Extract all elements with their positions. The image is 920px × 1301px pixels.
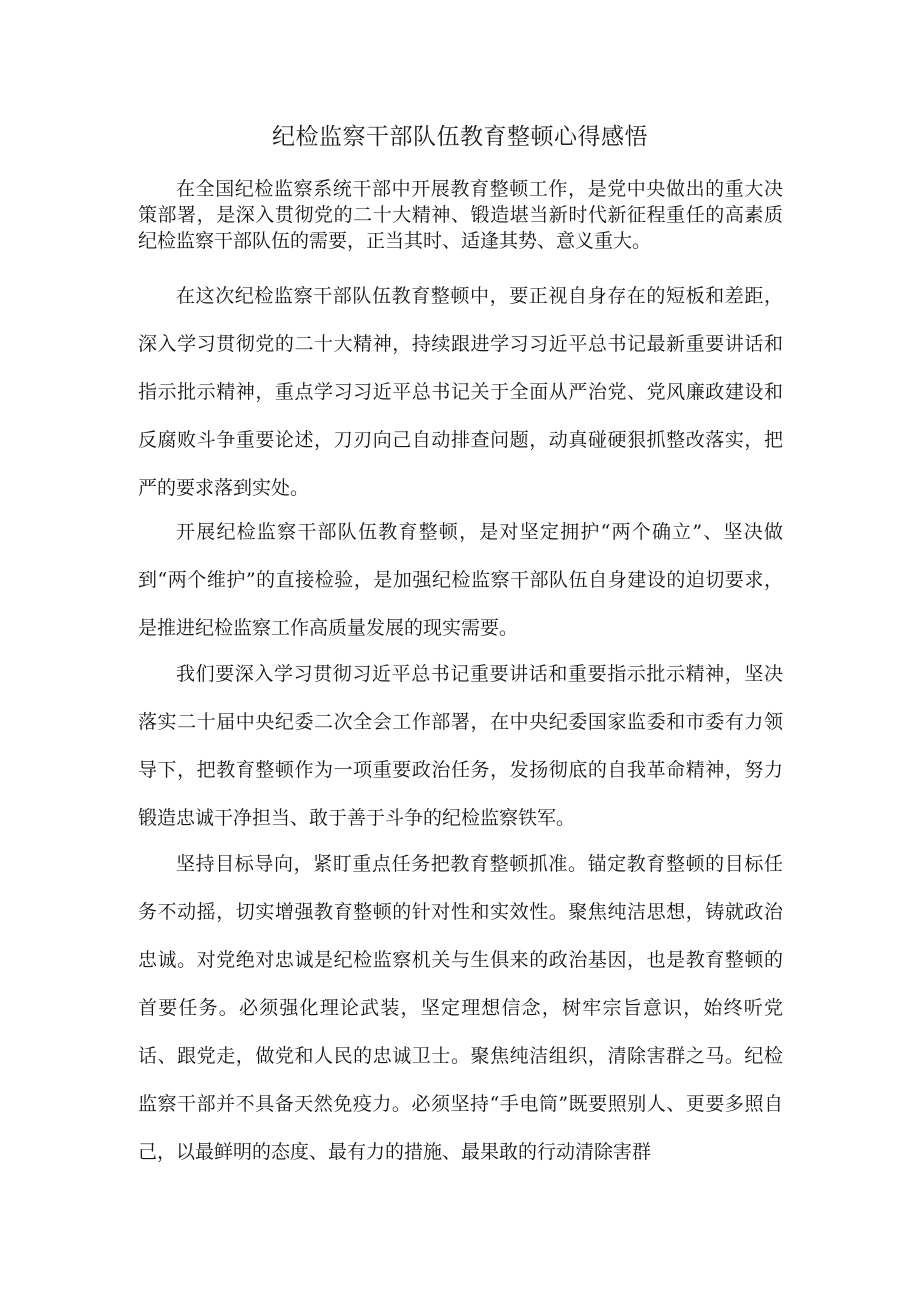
paragraph-5: 坚持目标导向，紧盯重点任务把教育整顿抓准。锚定教育整顿的目标任务不动摇，切实增强教育整顿的针对性和实效性。聚焦纯洁思想，铸就政治忠诚。对党绝对忠诚是纪检监察机关与生俱来的政治基因，也是教育整顿的首要任务。必须强化理论武装，坚定理想信念，树牢宗旨意识，始终听党话、跟党走，做党和人民的忠诚卫士。聚焦纯洁组织，清除害群之马。纪检监察干部并不具备天然免疫力。必须坚持“手电筒”既要照别人、更要多照自己，以最鲜明的态度、最有力的措施、最果敢的行动清除害群 <box>138 853 783 1163</box>
paragraph-3: 开展纪检监察干部队伍教育整顿，是对坚定拥护“两个确立”、坚决做到“两个维护”的直接检验，是加强纪检监察干部队伍自身建设的迫切要求，是推进纪检监察工作高质量发展的现实需要。 <box>138 521 783 639</box>
document-title: 纪检监察干部队伍教育整顿心得感悟 <box>272 124 648 150</box>
paragraph-1: 在全国纪检监察系统干部中开展教育整顿工作，是党中央做出的重大决策部署，是深入贯彻党的二十大精神、锻造堪当新时代新征程重任的高素质纪检监察干部队伍的需要，正当其时、适逢其势、意义重大。 <box>138 178 783 252</box>
paragraph-4: 我们要深入学习贯彻习近平总书记重要讲话和重要指示批示精神，坚决落实二十届中央纪委二次全会工作部署，在中央纪委国家监委和市委有力领导下，把教育整顿作为一项重要政治任务，发扬彻底的自我革命精神，努力锻造忠诚干净担当、敢于善于斗争的纪检监察铁军。 <box>138 663 783 829</box>
paragraph-2: 在这次纪检监察干部队伍教育整顿中，要正视自身存在的短板和差距，深入学习贯彻党的二十大精神，持续跟进学习习近平总书记最新重要讲话和指示批示精神，重点学习习近平总书记关于全面从严治党、党风廉政建设和反腐败斗争重要论述，刀刃向己自动排查问题，动真碰硬狠抓整改落实，把严的要求落到实处。 <box>138 285 783 499</box>
